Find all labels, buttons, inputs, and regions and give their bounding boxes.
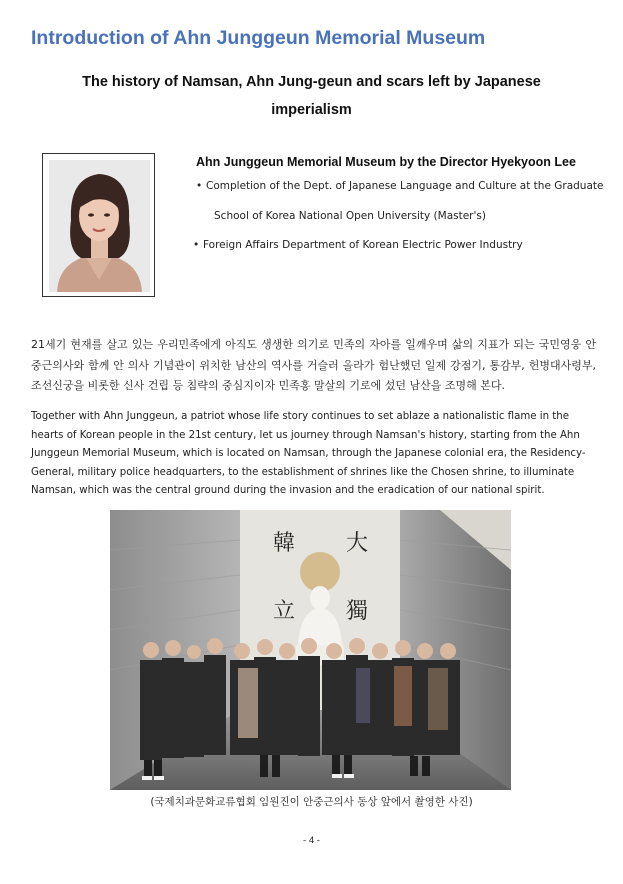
calligraphy-char: 獨 — [346, 599, 369, 624]
bullet: • — [193, 239, 200, 251]
bullet: • — [196, 180, 203, 192]
photo-caption: (국제치과문화교류협회 임원진이 안중근의사 동상 앞에서 촬영한 사진) — [150, 796, 473, 808]
korean-paragraph: 21세기 현재를 살고 있는 우리민족에게 아직도 생생한 의기로 민족의 자아를 일깨우며 삶의 지표가 되는 국민영웅 안중근의사와 함께 안 의사 기념관이 위치한 남산의 역사를 거슬러 올라가 험난했던 일제 강점기, 통감부, 헌병대사령부, 조선신궁을 비롯한 신사 건립 등 침략의 중심지이자 민족홍 말살의 기로에 섰던 남산을 조명해 본다. — [31, 338, 596, 392]
bio-item — [196, 180, 603, 192]
calligraphy-char: 立 — [273, 599, 296, 624]
page-number: - 4 - — [303, 835, 320, 846]
calligraphy-char: 韓 — [273, 531, 296, 556]
bio-item-text: Foreign Affairs Department of Korean Electric Power Industry — [203, 239, 523, 251]
portrait-photo — [49, 160, 150, 292]
bio-item-continuation — [214, 210, 486, 222]
bio-item-text: School of Korea National Open University (Master's) — [214, 210, 486, 222]
bio-item-text: Completion of the Dept. of Japanese Language and Culture at the Graduate — [206, 180, 604, 192]
page-subtitle: The history of Namsan, Ahn Jung-geun and scars left by Japanese imperialism — [82, 74, 541, 118]
page-title: Introduction of Ahn Junggeun Memorial Museum — [31, 27, 486, 49]
group-photo — [110, 510, 511, 790]
calligraphy-char: 大 — [346, 531, 369, 556]
bio-item — [193, 239, 523, 251]
bio-heading: Ahn Junggeun Memorial Museum by the Director Hyekyoon Lee — [196, 155, 576, 169]
director-portrait — [42, 153, 155, 297]
group-photo-illustration — [110, 510, 511, 790]
english-paragraph: Together with Ahn Junggeun, a patriot whose life story continues to set ablaze a nationalistic flame in the hearts of Korean people in the 21st century, let us journey through Namsan's history, starting from the Ahn Junggeun Memorial Museum, which is located on Namsan, through the Japanese colonial era, the Residency-General, military police headquarters, to the establishment of shrines like the Chosen shrine, to illuminate Namsan, which was the central ground during the invasion and the eradication of our national spirit. — [31, 411, 586, 496]
